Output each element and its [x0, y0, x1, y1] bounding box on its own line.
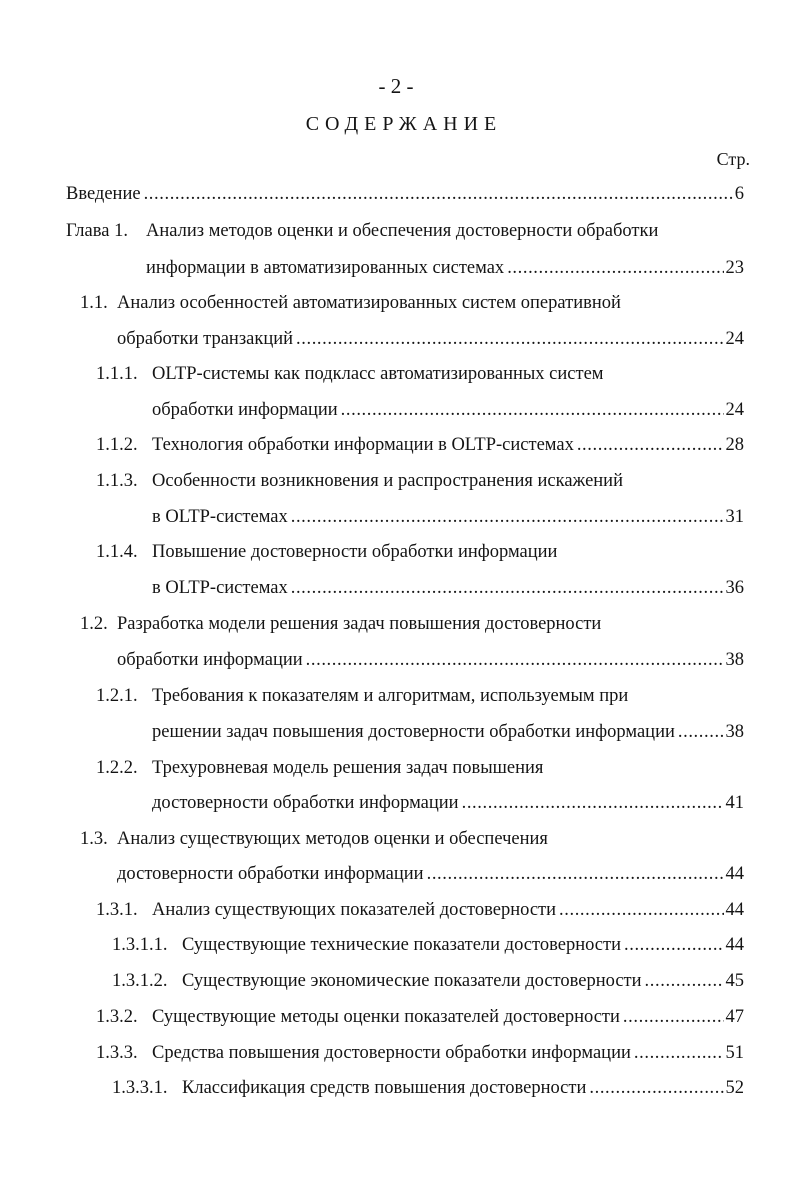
- toc-entry-page: 38: [725, 722, 744, 742]
- toc-entry-1-3: [80, 827, 744, 851]
- toc-entry-title-cont: достоверности обработки информации: [117, 864, 424, 884]
- toc-entry-1-3-cont: [117, 862, 744, 886]
- toc-entry-title: Трехуровневая модель решения задач повышения: [152, 758, 544, 778]
- dot-leader: [341, 398, 724, 422]
- toc-entry-1-3-1-2: [112, 969, 744, 993]
- toc-entry-title: Существующие методы оценки показателей достоверности: [152, 1007, 620, 1027]
- toc-entry-1-3-3-1: [112, 1076, 744, 1100]
- toc-entry-title: Анализ существующих показателей достоверности: [152, 900, 557, 920]
- toc-entry-1-1: [80, 291, 744, 315]
- toc-entry-number: 1.3.: [80, 829, 108, 849]
- toc-entry-title: Средства повышения достоверности обработки информации: [152, 1043, 631, 1063]
- toc-entry-page: 51: [725, 1043, 744, 1063]
- toc-entry-intro: [66, 182, 744, 206]
- dot-leader: [678, 720, 724, 744]
- toc-entry-number: 1.3.3.1.: [112, 1078, 168, 1098]
- toc-entry-number: 1.2.2.: [96, 758, 138, 778]
- toc-entry-1-2-cont: [117, 648, 744, 672]
- toc-entry-1-2-1-cont: [152, 720, 744, 744]
- toc-entry-number: Глава 1.: [66, 221, 128, 241]
- dot-leader: [634, 1041, 724, 1065]
- toc-entry-number: 1.3.1.: [96, 900, 138, 920]
- toc-entry-title: Анализ методов оценки и обеспечения достоверности обработки: [146, 221, 659, 241]
- toc-entry-title: Существующие экономические показатели достоверности: [182, 971, 642, 991]
- dot-leader: [462, 791, 724, 815]
- toc-entry-title-cont: решении задач повышения достоверности обработки информации: [152, 722, 675, 742]
- toc-entry-page: 31: [725, 507, 744, 527]
- toc-entry-title-cont: достоверности обработки информации: [152, 793, 459, 813]
- toc-entry-page: 47: [725, 1007, 744, 1027]
- toc-entry-1-1-cont: [117, 327, 744, 351]
- toc-title: СОДЕРЖАНИЕ: [305, 113, 503, 135]
- toc-entry-title: Требования к показателям и алгоритмам, используемым при: [152, 686, 629, 706]
- toc-entry-number: 1.1.4.: [96, 542, 138, 562]
- toc-entry-page: 23: [725, 258, 744, 278]
- toc-entry-number: 1.1.1.: [96, 364, 138, 384]
- toc-entry-title-cont: обработки транзакций: [117, 329, 294, 349]
- toc-entry-number: 1.3.1.2.: [112, 971, 168, 991]
- toc-entry-1-1-1-cont: [152, 398, 744, 422]
- toc-entry-1-1-3-cont: [152, 505, 744, 529]
- toc-entry-1-3-2: [96, 1005, 744, 1029]
- toc-entry-title: Повышение достоверности обработки информации: [152, 542, 558, 562]
- toc-entry-title-cont: обработки информации: [152, 400, 338, 420]
- toc-entry-number: 1.3.1.1.: [112, 935, 168, 955]
- toc-entry-page: 24: [725, 400, 744, 420]
- dot-leader: [291, 576, 724, 600]
- page-column-header: Стр.: [716, 149, 750, 169]
- toc-entry-page: 44: [725, 900, 744, 920]
- toc-entry-number: 1.3.2.: [96, 1007, 138, 1027]
- dot-leader: [589, 1076, 723, 1100]
- toc-entry-number: 1.1.3.: [96, 471, 138, 491]
- toc-entry-1-2-2: [96, 756, 744, 780]
- dot-leader: [623, 1005, 724, 1029]
- toc-entry-page: 36: [725, 578, 744, 598]
- toc-entry-1-1-3: [96, 469, 744, 493]
- toc-entry-number: 1.1.: [80, 293, 108, 313]
- toc-entry-page: 6: [734, 184, 744, 204]
- toc-entry-number: 1.2.1.: [96, 686, 138, 706]
- dot-leader: [296, 327, 723, 351]
- toc-entry-title: Анализ особенностей автоматизированных систем оперативной: [117, 293, 621, 313]
- toc-entry-page: 38: [725, 650, 744, 670]
- toc-entry-title: OLTP-системы как подкласс автоматизированных систем: [152, 364, 604, 384]
- toc-entry-page: 24: [725, 329, 744, 349]
- dot-leader: [624, 933, 724, 957]
- toc-entry-title-cont: в OLTP-системах: [152, 507, 288, 527]
- toc-entry-page: 28: [725, 435, 744, 455]
- dot-leader: [306, 648, 724, 672]
- dot-leader: [577, 433, 724, 457]
- toc-entry-title-cont: информации в автоматизированных системах: [146, 258, 505, 278]
- toc-entry-number: 1.2.: [80, 614, 108, 634]
- toc-entry-title: Введение: [66, 184, 141, 204]
- toc-entry-chapter-1: [66, 219, 744, 243]
- toc-entry-page: 44: [725, 935, 744, 955]
- toc-entry-number: 1.3.3.: [96, 1043, 138, 1063]
- toc-entry-page: 44: [725, 864, 744, 884]
- dot-leader: [144, 182, 733, 206]
- toc-entry-1-2-2-cont: [152, 791, 744, 815]
- dot-leader: [559, 898, 723, 922]
- dot-leader: [507, 256, 723, 280]
- toc-entry-title: Особенности возникновения и распространения искажений: [152, 471, 623, 491]
- toc-entry-title: Анализ существующих методов оценки и обеспечения: [117, 829, 548, 849]
- toc-entry-1-1-2: [96, 433, 744, 457]
- page-number: - 2 -: [378, 74, 414, 98]
- toc-entry-1-1-1: [96, 362, 744, 386]
- toc-entry-title: Разработка модели решения задач повышения достоверности: [117, 614, 602, 634]
- toc-entry-page: 41: [725, 793, 744, 813]
- toc-entry-page: 52: [725, 1078, 744, 1098]
- toc-entry-1-2-1: [96, 684, 744, 708]
- toc-entry-page: 45: [725, 971, 744, 991]
- toc-entry-title: Классификация средств повышения достоверности: [182, 1078, 587, 1098]
- toc-entry-1-3-1: [96, 898, 744, 922]
- toc-entry-title: Существующие технические показатели достоверности: [182, 935, 621, 955]
- dot-leader: [427, 862, 724, 886]
- toc-entry-title-cont: обработки информации: [117, 650, 303, 670]
- toc-entry-title: Технология обработки информации в OLTP-системах: [152, 435, 574, 455]
- toc-entry-1-3-3: [96, 1041, 744, 1065]
- toc-entry-1-1-4: [96, 540, 744, 564]
- toc-entry-number: 1.1.2.: [96, 435, 138, 455]
- dot-leader: [645, 969, 724, 993]
- toc-entry-1-2: [80, 612, 744, 636]
- toc-entry-title-cont: в OLTP-системах: [152, 578, 288, 598]
- toc-entry-chapter-1-cont: [146, 256, 744, 280]
- dot-leader: [291, 505, 724, 529]
- toc-entry-1-3-1-1: [112, 933, 744, 957]
- toc-entry-1-1-4-cont: [152, 576, 744, 600]
